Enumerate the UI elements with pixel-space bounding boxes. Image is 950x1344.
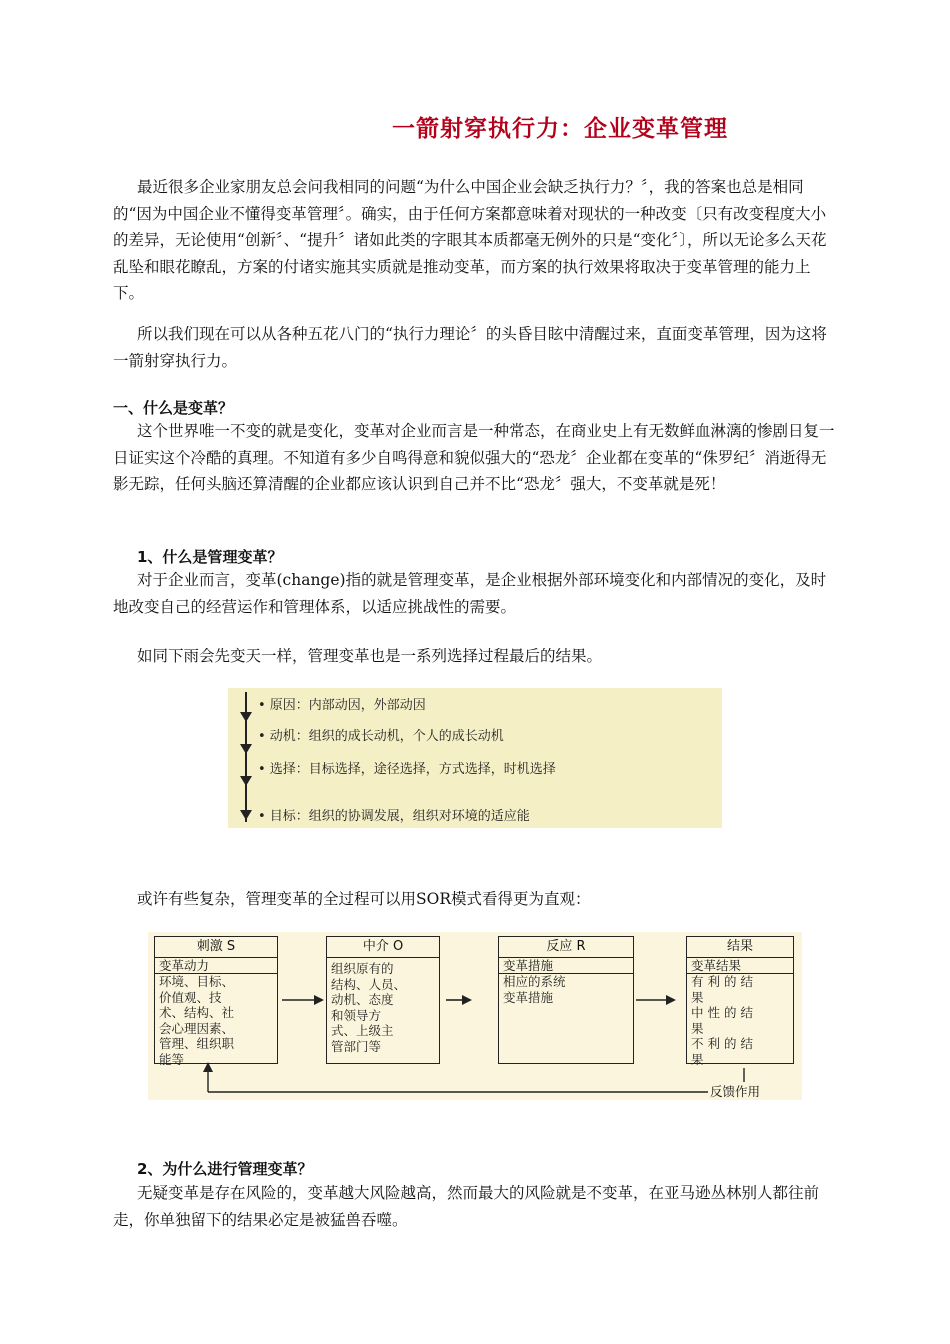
flow-row-motive: • 动机：组织的成长动机，个人的成长动机 xyxy=(258,729,504,744)
sor-line: 果 xyxy=(691,1051,708,1067)
sor-response-subtitle: 变革措施 xyxy=(499,958,633,974)
sor-result-title: 结果 xyxy=(687,937,793,958)
paragraph-definition xyxy=(113,567,835,620)
sor-line: 环境、目标、 xyxy=(159,974,235,989)
sor-box-stimulus xyxy=(154,936,278,1067)
sor-result-subtitle: 变革结果 xyxy=(687,958,793,974)
sor-line: 管理、组织职 xyxy=(159,1036,235,1051)
paragraph-intro xyxy=(113,174,835,307)
sor-line: 管部门等 xyxy=(331,1038,382,1054)
flow-row-cause: • 原因：内部动因，外部动因 xyxy=(258,698,426,713)
sor-line: 有利的结 xyxy=(691,974,758,989)
sor-organism-title: 中介 O xyxy=(327,937,439,958)
sor-stimulus-subtitle: 变革动力 xyxy=(155,958,277,974)
process-flow-diagram xyxy=(228,688,722,828)
sor-response-title: 反应 R xyxy=(499,937,633,958)
sor-stimulus-text xyxy=(159,974,275,1067)
sor-box-result xyxy=(686,936,794,1067)
sor-line: 动机、态度 xyxy=(331,992,394,1007)
paragraph-change-constant xyxy=(113,418,835,498)
paragraph-risk xyxy=(113,1180,835,1233)
heading-why-change: 2、为什么进行管理变革？ xyxy=(137,1160,313,1178)
paragraph-text: 或许有些复杂，管理变革的全过程可以用SOR模式看得更为直观： xyxy=(137,890,591,908)
sor-line: 能等 xyxy=(159,1051,185,1067)
paragraph-direct xyxy=(113,321,835,374)
sor-line: 结构、人员、 xyxy=(331,976,407,992)
sor-line: 相应的系统 xyxy=(503,974,566,989)
sor-feedback-label: 反馈作用 xyxy=(710,1084,761,1099)
sor-line: 式、上级主 xyxy=(331,1023,394,1038)
heading-management-change: 1、什么是管理变革？ xyxy=(137,548,283,566)
sor-line: 果 xyxy=(691,989,708,1005)
sor-box-response xyxy=(498,936,634,1064)
paragraph-text: 这个世界唯一不变的就是变化，变革对企业而言是一种常态，在商业史上有无数鲜血淋漓的惨剧日复一日证实这个冷酷的真理。不知道有多少自鸣得意和貌似强大的“恐龙〞企业都在变革的“侏罗纪〞消逝得无影无踪，任何头脑还算清醒的企业都应该认识到自己并不比“恐龙〞强大，不变革就是死！ xyxy=(113,422,835,493)
paragraph-text: 最近很多企业家朋友总会问我相同的问题“为什么中国企业会缺乏执行力？〞，我的答案也总是相同的“因为中国企业不懂得变革管理〞。确实，由于任何方案都意味着对现状的一种改变〔只有改变程度大小的差异，无论使用“创新〞、“提升〞诸如此类的字眼其本质都毫无例外的只是“变化〞〕，所以无论多么天花乱坠和眼花瞭乱，方案的付诸实施其实质就是推动变革，而方案的执行效果将取决于变革管理的能力上下。 xyxy=(113,178,827,302)
sor-box-organism xyxy=(326,936,440,1064)
heading-what-is-change: 一、什么是变革？ xyxy=(113,399,234,417)
paragraph-text: 所以我们现在可以从各种五花八门的“执行力理论〞的头昏目眩中清醒过来，直面变革管理，因为这将一箭射穿执行力。 xyxy=(113,325,827,370)
sor-line: 会心理因素、 xyxy=(159,1020,235,1036)
paragraph-sor-intro xyxy=(113,886,835,913)
sor-model-diagram xyxy=(148,932,802,1100)
sor-line: 中性的结 xyxy=(691,1005,758,1020)
flow-row-goal: • 目标：组织的协调发展，组织对环境的适应能 xyxy=(258,809,530,824)
sor-response-text xyxy=(503,974,631,1005)
sor-line: 果 xyxy=(691,1020,708,1036)
sor-line: 和领导方 xyxy=(331,1007,382,1023)
paragraph-text: 对于企业而言，变革(change)指的就是管理变革，是企业根据外部环境变化和内部情况的变化，及时地改变自己的经营运作和管理体系，以适应挑战性的需要。 xyxy=(113,571,827,616)
sor-line: 变革措施 xyxy=(503,989,554,1005)
sor-stimulus-title: 刺激 S xyxy=(155,937,277,958)
sor-line: 价值观、技 xyxy=(159,989,222,1005)
paragraph-rain xyxy=(113,643,835,670)
flow-row-choice: • 选择：目标选择，途径选择，方式选择，时机选择 xyxy=(258,762,556,777)
paragraph-text: 无疑变革是存在风险的，变革越大风险越高，然而最大的风险就是不变革，在亚马逊丛林别人都往前走，你单独留下的结果必定是被猛兽吞噬。 xyxy=(113,1184,820,1229)
sor-organism-text xyxy=(331,961,437,1054)
sor-line: 组织原有的 xyxy=(331,961,394,976)
sor-line: 术、结构、社 xyxy=(159,1005,235,1020)
paragraph-text: 如同下雨会先变天一样，管理变革也是一系列选择过程最后的结果。 xyxy=(137,647,603,665)
sor-line: 不利的结 xyxy=(691,1036,758,1051)
document-title: 一箭射穿执行力：企业变革管理 xyxy=(392,116,728,142)
sor-result-text xyxy=(691,974,791,1067)
